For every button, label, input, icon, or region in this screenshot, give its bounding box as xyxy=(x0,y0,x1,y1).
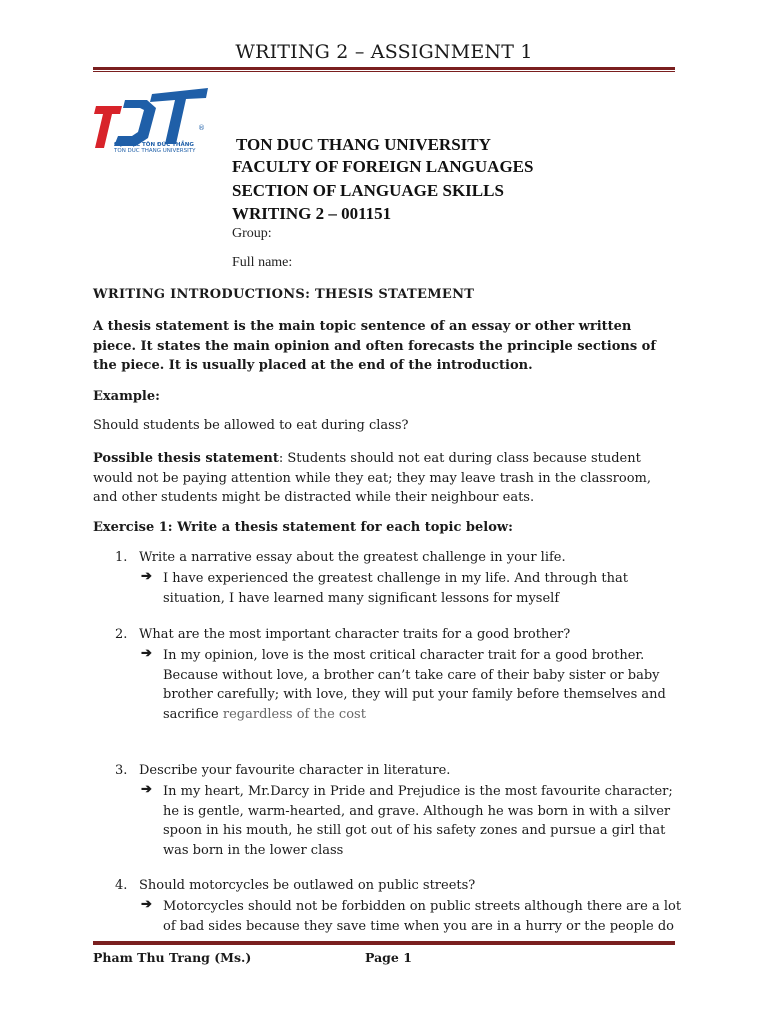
fullname-label: Full name: xyxy=(232,255,293,270)
footer-author: Pham Thu Trang (Ms.) xyxy=(93,950,252,965)
example-question: Should students be allowed to eat during class? xyxy=(93,418,409,433)
item-answer xyxy=(163,646,683,724)
item-number: 1. xyxy=(115,550,128,565)
group-label: Group: xyxy=(232,226,272,241)
arrow-icon: ➔ xyxy=(141,897,152,912)
footer-page-number: Page 1 xyxy=(365,950,412,965)
thesis-definition: A thesis statement is the main topic sentence of an essay or other written piece. It states the main opinion and often forecasts the principle sections of the piece. It is usually placed at the end of the introduction. xyxy=(93,319,656,373)
item-question: Describe your favourite character in literature. xyxy=(139,763,451,778)
item-answer: In my heart, Mr.Darcy in Pride and Prejudice is the most favourite character; he is gentle, warm-hearted, and grave. Although he was born in with a silver spoon in his mouth, he still got out of his safety zones and pursue a girl that was born in the lower class xyxy=(163,784,673,858)
arrow-icon: ➔ xyxy=(141,569,152,584)
item-question: What are the most important character traits for a good brother? xyxy=(139,627,571,642)
svg-text:®: ® xyxy=(198,124,205,132)
arrow-icon: ➔ xyxy=(141,646,152,661)
item-question: Should motorcycles be outlawed on public streets? xyxy=(139,878,476,893)
university-logo xyxy=(92,86,210,154)
section-title: WRITING INTRODUCTIONS: THESIS STATEMENT xyxy=(93,287,475,302)
item-number: 3. xyxy=(115,763,128,778)
arrow-icon: ➔ xyxy=(141,782,152,797)
footer-rule xyxy=(93,940,675,945)
header-rule xyxy=(93,67,675,72)
document-header-title: WRITING 2 – ASSIGNMENT 1 xyxy=(235,41,533,63)
item-answer-text: In my opinion, love is the most critical character trait for a good brother. Because without love, a brother can’t take care of their baby sister or baby brother carefully; with love, they will put your family before themselves and sacrifice xyxy=(163,648,666,722)
svg-text:ĐẠI HỌC TÔN ĐỨC THẮNG: ĐẠI HỌC TÔN ĐỨC THẮNG xyxy=(114,142,194,148)
possible-thesis xyxy=(93,449,678,508)
item-question: Write a narrative essay about the greatest challenge in your life. xyxy=(139,550,566,565)
institution-line-4: WRITING 2 – 001151 xyxy=(232,204,392,223)
item-answer-tail: regardless of the cost xyxy=(222,706,366,722)
possible-thesis-label: Possible thesis statement xyxy=(93,451,279,466)
item-number: 2. xyxy=(115,627,128,642)
institution-line-2: FACULTY OF FOREIGN LANGUAGES xyxy=(232,157,534,176)
institution-line-1: TON DUC THANG UNIVERSITY xyxy=(236,135,491,154)
exercise-title: Exercise 1: Write a thesis statement for each topic below: xyxy=(93,520,513,535)
institution-line-3: SECTION OF LANGUAGE SKILLS xyxy=(232,181,504,200)
possible-thesis-text: : Students should not eat during class because student would not be paying attention while they eat; they may leave trash in the classroom, and other students might be distracted while their neighbour eats. xyxy=(93,451,652,505)
item-answer: Motorcycles should not be forbidden on public streets although there are a lot of bad sides because they save time when you are in a hurry or the people do xyxy=(163,899,682,934)
item-number: 4. xyxy=(115,878,128,893)
svg-text:TON DUC THANG UNIVERSITY: TON DUC THANG UNIVERSITY xyxy=(114,148,196,154)
item-answer: I have experienced the greatest challenge in my life. And through that situation, I have learned many significant lessons for myself xyxy=(163,571,628,606)
example-label: Example: xyxy=(93,389,160,404)
